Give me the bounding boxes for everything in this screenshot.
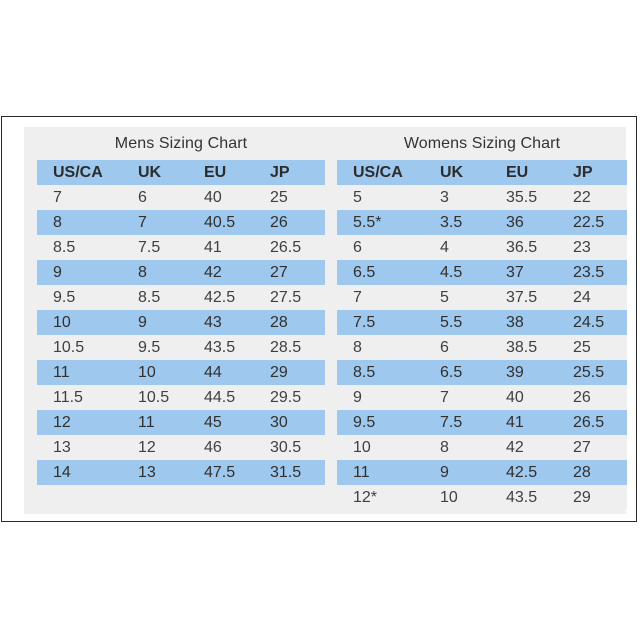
womens-cell-jp: 24.5 [557,310,627,335]
womens-cell-eu: 41 [490,410,557,435]
table-row [37,435,325,460]
image-frame [1,116,637,522]
mens-cell-jp: 29.5 [254,385,325,410]
table-row [337,185,627,210]
womens-cell-uk: 3.5 [424,210,490,235]
womens-header-eu: EU [490,160,557,186]
mens-cell-eu: 43 [188,310,254,335]
womens-cell-us-ca: 9 [337,385,424,410]
womens-cell-us-ca: 7 [337,285,424,310]
womens-cell-uk: 4.5 [424,260,490,285]
womens-cell-us-ca: 5.5* [337,210,424,235]
womens-header-row [337,160,627,186]
mens-cell-uk: 9 [122,310,188,335]
womens-cell-uk: 3 [424,185,490,210]
womens-header-uk: UK [424,160,490,186]
womens-cell-jp: 23.5 [557,260,627,285]
mens-cell-us-ca: 9.5 [37,285,122,310]
mens-cell-us-ca: 9 [37,260,122,285]
mens-cell-eu: 47.5 [188,460,254,485]
womens-cell-eu: 43.5 [490,485,557,510]
mens-cell-jp: 28.5 [254,335,325,360]
womens-cell-eu: 36 [490,210,557,235]
table-row [37,310,325,335]
womens-cell-jp: 23 [557,235,627,260]
womens-cell-us-ca: 6.5 [337,260,424,285]
womens-cell-jp: 26 [557,385,627,410]
table-row [37,260,325,285]
womens-cell-us-ca: 7.5 [337,310,424,335]
womens-cell-us-ca: 5 [337,185,424,210]
womens-cell-jp: 26.5 [557,410,627,435]
mens-cell-uk: 12 [122,435,188,460]
womens-cell-us-ca: 11 [337,460,424,485]
mens-cell-eu: 40 [188,185,254,210]
table-row [37,185,325,210]
womens-cell-us-ca: 12* [337,485,424,510]
womens-cell-jp: 22 [557,185,627,210]
table-row [37,410,325,435]
mens-size-table [37,159,325,485]
womens-cell-jp: 25 [557,335,627,360]
table-row [337,335,627,360]
womens-cell-uk: 5.5 [424,310,490,335]
womens-cell-uk: 5 [424,285,490,310]
table-row [337,460,627,485]
table-row [337,485,627,510]
mens-cell-jp: 25 [254,185,325,210]
womens-header-us-ca: US/CA [337,160,424,186]
womens-cell-us-ca: 8.5 [337,360,424,385]
womens-cell-eu: 39 [490,360,557,385]
mens-cell-eu: 40.5 [188,210,254,235]
mens-cell-eu: 44 [188,360,254,385]
table-row [37,460,325,485]
mens-cell-uk: 8.5 [122,285,188,310]
table-row [337,285,627,310]
womens-cell-eu: 38.5 [490,335,557,360]
mens-cell-jp: 29 [254,360,325,385]
mens-cell-uk: 13 [122,460,188,485]
mens-cell-jp: 27 [254,260,325,285]
table-row [337,385,627,410]
mens-cell-jp: 26.5 [254,235,325,260]
mens-cell-us-ca: 10 [37,310,122,335]
womens-cell-eu: 37 [490,260,557,285]
mens-cell-eu: 43.5 [188,335,254,360]
womens-cell-uk: 6 [424,335,490,360]
womens-table-body [337,185,627,510]
mens-cell-us-ca: 8.5 [37,235,122,260]
table-row [337,310,627,335]
womens-chart-title: Womens Sizing Chart [403,135,561,152]
mens-cell-eu: 42.5 [188,285,254,310]
mens-cell-jp: 31.5 [254,460,325,485]
table-row [337,410,627,435]
mens-cell-us-ca: 7 [37,185,122,210]
table-row [37,285,325,310]
womens-size-table [337,159,627,510]
womens-cell-us-ca: 9.5 [337,410,424,435]
table-row [337,260,627,285]
mens-cell-uk: 9.5 [122,335,188,360]
mens-cell-uk: 7.5 [122,235,188,260]
table-row [37,360,325,385]
womens-cell-eu: 40 [490,385,557,410]
womens-cell-eu: 36.5 [490,235,557,260]
womens-cell-uk: 7 [424,385,490,410]
womens-cell-uk: 7.5 [424,410,490,435]
mens-cell-us-ca: 11 [37,360,122,385]
womens-cell-us-ca: 8 [337,335,424,360]
mens-cell-uk: 10 [122,360,188,385]
mens-cell-eu: 42 [188,260,254,285]
mens-cell-jp: 26 [254,210,325,235]
mens-cell-eu: 46 [188,435,254,460]
mens-cell-us-ca: 14 [37,460,122,485]
mens-cell-us-ca: 8 [37,210,122,235]
mens-cell-jp: 30 [254,410,325,435]
mens-cell-jp: 28 [254,310,325,335]
mens-header-row [37,160,325,186]
womens-cell-uk: 10 [424,485,490,510]
womens-cell-uk: 8 [424,435,490,460]
table-row [337,210,627,235]
mens-cell-jp: 30.5 [254,435,325,460]
mens-cell-uk: 7 [122,210,188,235]
womens-cell-uk: 4 [424,235,490,260]
mens-header-us-ca: US/CA [37,160,122,186]
womens-cell-eu: 42.5 [490,460,557,485]
mens-cell-jp: 27.5 [254,285,325,310]
womens-cell-jp: 25.5 [557,360,627,385]
womens-cell-jp: 28 [557,460,627,485]
womens-cell-jp: 22.5 [557,210,627,235]
table-row [37,385,325,410]
womens-cell-eu: 37.5 [490,285,557,310]
mens-cell-us-ca: 11.5 [37,385,122,410]
table-row [337,435,627,460]
mens-header-eu: EU [188,160,254,186]
womens-cell-eu: 38 [490,310,557,335]
mens-cell-eu: 44.5 [188,385,254,410]
mens-cell-us-ca: 10.5 [37,335,122,360]
mens-sizing-chart [37,127,325,485]
sizing-chart-panel [24,127,626,514]
mens-cell-uk: 10.5 [122,385,188,410]
mens-header-uk: UK [122,160,188,186]
womens-cell-uk: 6.5 [424,360,490,385]
mens-chart-title: Mens Sizing Chart [114,135,248,152]
table-row [337,235,627,260]
mens-table-body [37,185,325,485]
womens-cell-us-ca: 10 [337,435,424,460]
womens-sizing-chart [337,127,627,510]
womens-cell-jp: 27 [557,435,627,460]
mens-cell-uk: 6 [122,185,188,210]
womens-cell-us-ca: 6 [337,235,424,260]
table-row [337,360,627,385]
mens-cell-us-ca: 13 [37,435,122,460]
table-row [37,235,325,260]
mens-cell-uk: 11 [122,410,188,435]
womens-cell-eu: 35.5 [490,185,557,210]
mens-cell-eu: 45 [188,410,254,435]
table-row [37,335,325,360]
womens-cell-jp: 24 [557,285,627,310]
mens-header-jp: JP [254,160,325,186]
mens-cell-eu: 41 [188,235,254,260]
mens-cell-uk: 8 [122,260,188,285]
womens-cell-jp: 29 [557,485,627,510]
womens-cell-eu: 42 [490,435,557,460]
womens-header-jp: JP [557,160,627,186]
table-row [37,210,325,235]
mens-cell-us-ca: 12 [37,410,122,435]
womens-cell-uk: 9 [424,460,490,485]
